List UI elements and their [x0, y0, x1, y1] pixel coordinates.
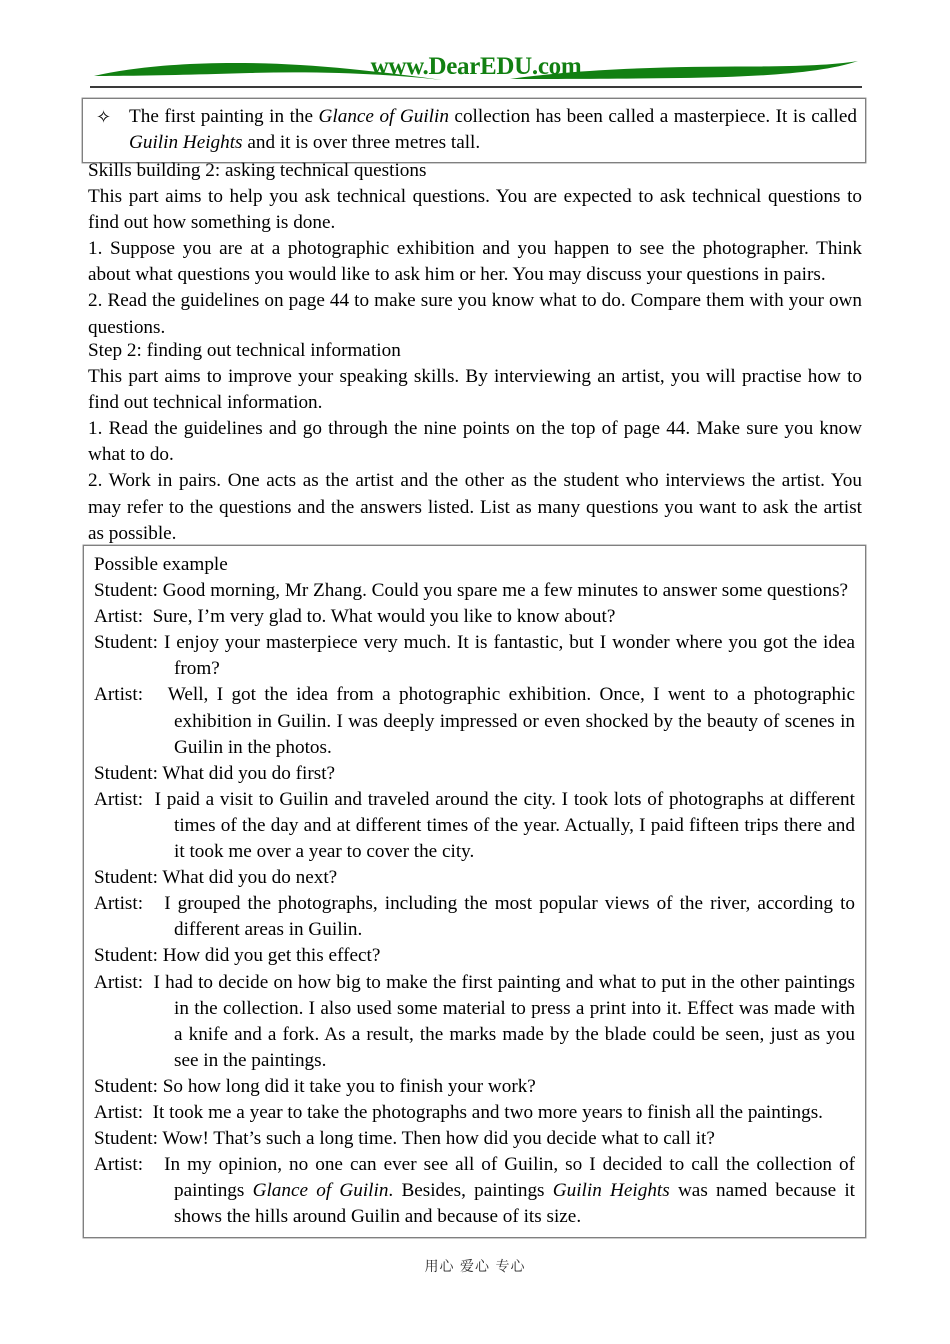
section-a-paragraph-1: 1. Suppose you are at a photographic exhibition and you happen to see the photographer. Think about what questions you would like to ask him or her. You may discuss your questions in pairs.: [88, 238, 862, 286]
title-guilin-heights: Guilin Heights: [552, 1180, 670, 1202]
dialogue-box-title: Possible example: [94, 554, 228, 575]
header-rule: [90, 86, 862, 88]
site-header: [90, 52, 862, 90]
section-b-paragraph-1: 1. Read the guidelines and go through the nine points on the top of page 44. Make sure you know what to do.: [88, 418, 862, 466]
bullet-list-item: [91, 104, 857, 156]
dialogue-speaker: Student:: [94, 945, 158, 967]
dialogue-turn: [94, 891, 855, 943]
dialogue-example-box: [83, 545, 866, 1238]
dialogue-turn: [94, 630, 855, 682]
dialogue-speaker: Artist:: [94, 1154, 151, 1176]
dialogue-speaker: Student:: [94, 1075, 158, 1097]
dialogue-turn: [94, 970, 855, 1074]
dialogue-text: It took me a year to take the photographs and two more years to finish all the paintings.: [152, 1101, 823, 1123]
dialogue-text: I paid a visit to Guilin and traveled around the city. I took lots of photographs at different times of the day and at different times of the year. Actually, I paid fifteen trips there and it took me over a year to cover the city.: [154, 788, 855, 863]
dialogue-turn: [94, 1100, 855, 1126]
dialogue-turn: [94, 943, 855, 969]
dialogue-turn: [94, 578, 855, 604]
star-bullet-icon: ✧: [96, 107, 112, 127]
dialogue-text: So how long did it take you to finish your work?: [162, 1075, 536, 1097]
dialogue-turn: [94, 1074, 855, 1100]
dialogue-text: I had to decide on how big to make the first painting and what to put in the other paintings in the collection. I also used some material to press a print into it. Effect was made with a knife and a fork. As a result, the marks made by the blade could be seen, just as you see in the paintings.: [153, 971, 855, 1071]
dialogue-turn: [94, 682, 855, 760]
dialogue-speaker: Artist:: [94, 788, 149, 810]
page-footer: 用心 爱心 专心: [424, 1259, 526, 1275]
dialogue-speaker: Artist:: [94, 971, 149, 993]
logo-text: www.DearEDU.com: [370, 53, 582, 80]
section-b-paragraph-intro: This part aims to improve your speaking skills. By interviewing an artist, you will practise how to find out technical information.: [88, 366, 862, 414]
dialogue-text: In my opinion, no one can ever see all of Guilin, so I decided to call the collection of paintings Glance of Guilin. Besides, paintings Guilin Heights was named because it shows the hills around Guilin and because of its size.: [164, 1154, 855, 1228]
section-a-heading: Skills building 2: asking technical questions: [88, 160, 427, 181]
dialogue-speaker: Student:: [94, 632, 158, 654]
dialogue-turn: [94, 865, 855, 891]
dialogue-speaker: Student:: [94, 762, 158, 784]
dialogue-turn: [94, 761, 855, 787]
bullet-item-text: The first painting in the Glance of Guilin collection has been called a masterpiece. It is called Guilin Heights and it is over three metres tall.: [129, 106, 857, 154]
section-b-heading: Step 2: finding out technical information: [88, 340, 401, 361]
dialogue-text: Wow! That’s such a long time. Then how did you decide what to call it?: [162, 1128, 715, 1150]
dialogue-turn: [94, 1126, 855, 1152]
dialogue-text: Well, I got the idea from a photographic exhibition. Once, I went to a photographic exhibition in Guilin. I was deeply impressed or even shocked by the beauty of scenes in Guilin in the photos.: [167, 684, 855, 758]
dialogue-text: How did you get this effect?: [162, 945, 381, 967]
dialogue-speaker: Artist:: [94, 893, 151, 915]
dialogue-text: What did you do first?: [162, 762, 336, 784]
dialogue-speaker: Artist:: [94, 606, 148, 628]
section-b-paragraph-2: 2. Work in pairs. One acts as the artist and the other as the student who interviews the artist. You may refer to the questions and the answers listed. List as many questions you want to ask the artist as possible.: [88, 470, 862, 544]
dialogue-turn-final: [94, 1152, 855, 1230]
section-step-2: [88, 338, 862, 547]
dialogue-text: I grouped the photographs, including the most popular views of the river, according to different areas in Guilin.: [164, 893, 855, 941]
dialogue-speaker: Student:: [94, 1128, 158, 1150]
title-guilin-heights: Guilin Heights: [129, 132, 243, 154]
site-logo: [90, 52, 862, 84]
dialogue-text: I enjoy your masterpiece very much. It is fantastic, but I wonder where you got the idea from?: [163, 632, 856, 680]
section-a-paragraph-intro: This part aims to help you ask technical questions. You are expected to ask technical questions to find out how something is done.: [88, 186, 862, 234]
highlight-box-top: [82, 98, 866, 163]
dialogue-speaker: Artist:: [94, 1101, 148, 1123]
title-glance-of-guilin: Glance of Guilin: [318, 106, 449, 127]
dialogue-text: What did you do next?: [162, 867, 338, 889]
section-skills-building: [88, 158, 862, 341]
dialogue-turn: [94, 787, 855, 865]
dialogue-speaker: Artist:: [94, 684, 152, 706]
dialogue-text: Good morning, Mr Zhang. Could you spare me a few minutes to answer some questions?: [162, 580, 849, 602]
title-glance-of-guilin: Glance of Guilin: [252, 1180, 389, 1202]
section-a-paragraph-2: 2. Read the guidelines on page 44 to make sure you know what to do. Compare them with your own questions.: [88, 290, 862, 338]
dialogue-turn: [94, 604, 855, 630]
dialogue-speaker: Student:: [94, 867, 158, 889]
dialogue-speaker: Student:: [94, 580, 158, 602]
dialogue-text: Sure, I’m very glad to. What would you like to know about?: [152, 606, 616, 628]
